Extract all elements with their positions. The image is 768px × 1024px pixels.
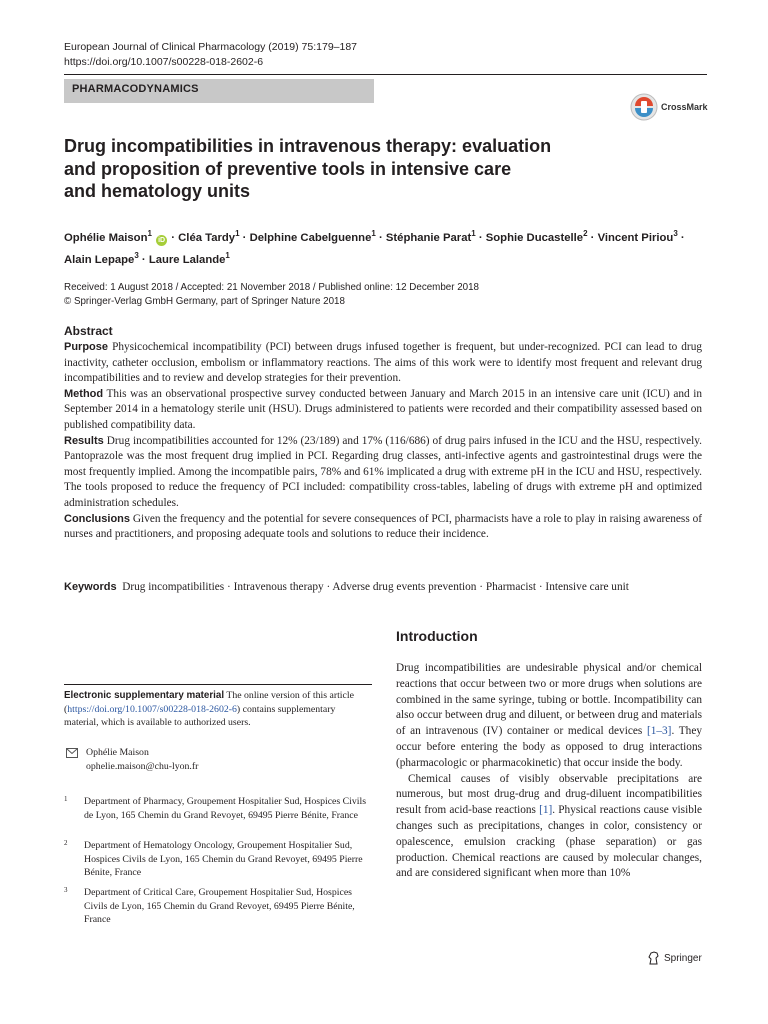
- doi-link[interactable]: https://doi.org/10.1007/s00228-018-2602-6: [64, 56, 264, 68]
- corresponding-author: [66, 746, 198, 773]
- esm-link[interactable]: https://doi.org/10.1007/s00228-018-2602-6: [67, 703, 237, 715]
- author-name[interactable]: Alain Lepape: [64, 254, 135, 267]
- conclusions-text: Given the frequency and the potential for severe consequences of PCI, pharmacists have a role to play in raising awareness of nurses and practitioners, and proposing adequate tools and solutions to reduce their incidence.: [64, 512, 702, 541]
- esm-label: Electronic supplementary material: [64, 690, 225, 701]
- author-affil-mark: 2: [583, 229, 588, 238]
- author-affil-mark: 1: [235, 229, 240, 238]
- contact-name: Ophélie Maison: [86, 747, 149, 758]
- author-name[interactable]: Ophélie Maison: [64, 231, 148, 244]
- publisher-logo: [648, 951, 702, 965]
- author-affil-mark: 1: [147, 229, 152, 238]
- abstract-purpose: [64, 340, 702, 387]
- title-line: and proposition of preventive tools in intensive care: [64, 158, 512, 179]
- introduction-body: [396, 661, 702, 882]
- title-line: Drug incompatibilities in intravenous therapy: evaluation: [64, 136, 552, 156]
- affiliation-item: [64, 839, 374, 880]
- author-list: Ophélie Maison$^1$ iD · Cléa Tardy$^1$ · Delphine Cabelguenne$^1$ · Stéphanie Parat$^1$ · Sophie Ducastelle$^2$ · Vincent Piriou$^3$ · Alain Lepape$^3$ · Laure Lalande$^1$: [64, 229, 685, 267]
- article-dates: [64, 281, 479, 309]
- affiliation-text: Department of Critical Care, Groupement Hospitalier Sud, Hospices Civils de Lyon, 165 Chemin du Grand Revoyet, 69495 Pierre Bénite, France: [84, 887, 355, 926]
- abstract: [64, 323, 702, 543]
- conclusions-label: Conclusions: [64, 512, 131, 525]
- citation-link[interactable]: [1]: [539, 804, 553, 817]
- affiliation-text: Department of Pharmacy, Groupement Hospitalier Sud, Hospices Civils de Lyon, 165 Chemin du Grand Revoyet, 69495 Pierre Bénite, France: [84, 796, 367, 821]
- author-affil-mark: 1: [471, 229, 476, 238]
- affiliation-number: 2: [64, 839, 68, 847]
- introduction-heading: Introduction: [396, 628, 478, 644]
- footnote-rule: [64, 684, 372, 685]
- author-affil-mark: 1: [225, 251, 230, 261]
- keywords-text: Drug incompatibilities · Intravenous therapy · Adverse drug events prevention · Pharmacist · Intensive care unit: [122, 581, 629, 593]
- intro-text: . Physical reactions cause visible changes such as precipitations, changes in color, consistency or opalescence, emulsion cracking (phase separation) or gas production. Chemical reactions are caused by molecular changes, and are considered significant when more than 10%: [396, 804, 703, 880]
- intro-text: Chemical causes of visibly observable precipitations are numerous, but most drug-drug and drug-diluent incompatibilities result from acid-base reactions: [396, 772, 702, 817]
- method-label: Method: [64, 387, 104, 400]
- crossmark-badge[interactable]: [630, 93, 708, 121]
- author-name[interactable]: Delphine Cabelguenne: [249, 231, 372, 244]
- author-name[interactable]: Cléa Tardy: [178, 231, 236, 244]
- author-affil-mark: 3: [134, 251, 139, 261]
- envelope-icon: [66, 748, 78, 758]
- esm-text: ) contains supplementary material, which is available to authorized users.: [64, 703, 336, 729]
- results-label: Results: [64, 434, 104, 447]
- affiliation-text: Department of Hematology Oncology, Groupement Hospitalier Sud, Hospices Civils de Lyon, 165 Chemin du Grand Revoyet, 69495 Pierre Bénite, France: [84, 840, 363, 879]
- supplementary-note: [64, 689, 372, 730]
- abstract-method: [64, 387, 702, 434]
- author-name[interactable]: Stéphanie Parat: [385, 231, 472, 244]
- crossmark-icon: [630, 93, 658, 121]
- citation-link[interactable]: [1–3]: [646, 725, 672, 738]
- intro-paragraph: [396, 661, 702, 772]
- article-title: [64, 135, 624, 203]
- affiliation-number: 1: [64, 795, 68, 803]
- journal-header: [64, 40, 357, 70]
- affiliation-item: [64, 795, 374, 822]
- copyright-line: © Springer-Verlag GmbH Germany, part of Springer Nature 2018: [64, 296, 345, 307]
- abstract-conclusions: [64, 512, 702, 543]
- author-name[interactable]: Sophie Ducastelle: [485, 231, 584, 244]
- author-affil-mark: 1: [371, 229, 376, 238]
- orcid-icon[interactable]: iD: [158, 236, 166, 244]
- publisher-name: Springer: [664, 952, 702, 964]
- method-text: This was an observational prospective survey conducted between January and March 2015 in an intensive care unit (ICU) and in September 2014 in a hematology sterile unit (HSU). Drugs administered to patients were recorded and their compatibility assessed based on published compatibility data.: [64, 387, 702, 431]
- section-tag: PHARMACODYNAMICS: [64, 79, 374, 103]
- contact-email[interactable]: ophelie.maison@chu-lyon.fr: [86, 760, 199, 772]
- author-affil-mark: 3: [673, 229, 678, 238]
- purpose-label: Purpose: [64, 341, 109, 353]
- springer-horse-icon: [648, 951, 660, 965]
- received-dates: Received: 1 August 2018 / Accepted: 21 November 2018 / Published online: 12 December 2018: [64, 282, 480, 293]
- abstract-results: [64, 434, 702, 512]
- title-line: and hematology units: [64, 181, 251, 201]
- affiliation-item: [64, 886, 374, 927]
- crossmark-label: CrossMark: [661, 102, 708, 112]
- intro-text: . They occur before entering the body as opposed to drug interactions (pharmacologic or pharmacokinetic) that occur inside the body.: [396, 725, 702, 769]
- keywords: [64, 579, 704, 595]
- esm-text: The online version of this article (: [64, 690, 354, 715]
- results-text: Drug incompatibilities accounted for 12% (23/189) and 17% (116/686) of drug pairs infused in the ICU and the HSU, respectively. Pantoprazole was the most frequent drug implied in PCI. Regarding drug classes, anti-infective agents and gastrointestinal drugs were the most frequently implied. Among the incompatible pairs, 78% and 61% implicated a drug with extreme pH in the ICU and HSU, respectively. The tools proposed to reduce the frequency of PCI included: compatibility cross-tables, labeling of drugs with extreme pH and optimized administration schedules.: [64, 434, 702, 509]
- abstract-heading: Abstract: [64, 324, 113, 338]
- header-rule: [64, 74, 707, 75]
- keywords-label: Keywords: [64, 581, 117, 593]
- author-name[interactable]: Laure Lalande: [148, 254, 226, 267]
- journal-citation: European Journal of Clinical Pharmacology (2019) 75:179–187: [64, 41, 358, 53]
- intro-text: Drug incompatibilities are undesirable physical and/or chemical reactions that occur between two or more drugs when solutions are combined in the same syringe, tubing or bottle. Incompatibility can also occur between drug and diluent, or between drug and materials of an intravenous (IV) container or medical devices: [396, 662, 702, 738]
- author-name[interactable]: Vincent Piriou: [597, 231, 674, 244]
- affiliation-number: 3: [64, 886, 68, 894]
- purpose-text: Physicochemical incompatibility (PCI) between drugs infused together is frequent, but under-recognized. PCI can lead to drug inactivity, catheter occlusion, embolism or inflammatory reactions. The aims of this work were to identify most frequent and relevant drug incompatibilities and to review and develop strategies for their prevention.: [64, 341, 702, 385]
- intro-paragraph: [396, 772, 702, 883]
